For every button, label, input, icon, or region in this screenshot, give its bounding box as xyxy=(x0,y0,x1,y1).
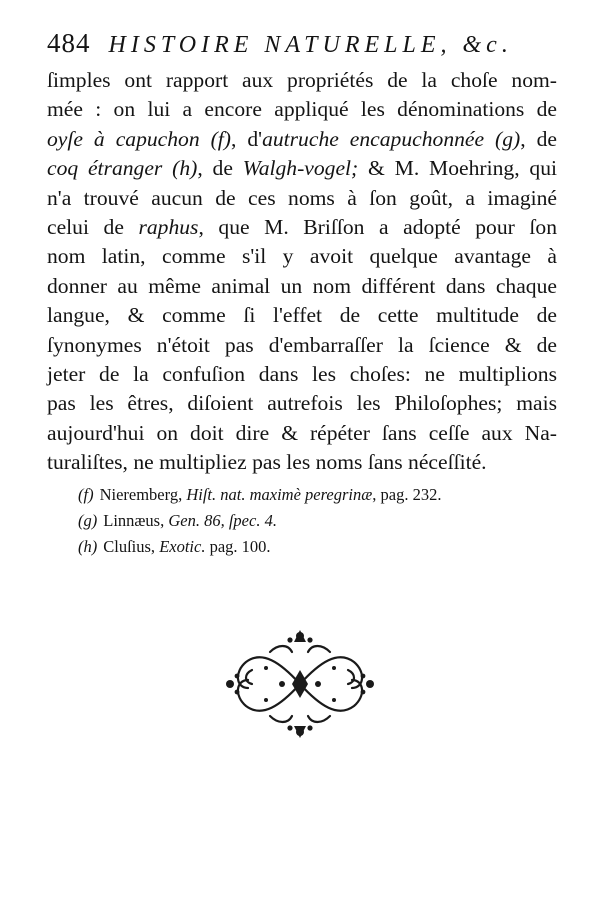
footnote xyxy=(78,508,558,534)
text-line: ſimples ont rapport aux propriétés de la choſe nom- xyxy=(47,68,557,92)
footnotes xyxy=(78,482,558,560)
text-line: mée : on lui a encore appliqué les dénominations de xyxy=(47,97,557,122)
text-line xyxy=(47,125,557,154)
fleuron-ornament-icon xyxy=(222,622,378,746)
footnote-mark: (h) xyxy=(78,537,98,556)
text-span: celui de xyxy=(47,214,139,239)
page-number: 484 xyxy=(47,28,91,58)
text-line: langue, & comme ſi l'effet de cette multitude de xyxy=(47,303,557,328)
text-span: , de xyxy=(520,126,557,151)
footnote xyxy=(78,482,558,508)
page-header xyxy=(47,28,567,68)
italic-term: oyſe à capuchon (f) xyxy=(47,126,231,151)
body-text xyxy=(47,66,557,477)
text-line: pas les êtres, diſoient autrefois les Philoſophes; mais xyxy=(47,391,557,416)
text-line: donner au même animal un nom différent dans chaque xyxy=(47,273,557,298)
footnote-author: Nieremberg, xyxy=(99,485,187,504)
text-line xyxy=(47,154,557,183)
footnote-work: Gen. 86, ſpec. 4. xyxy=(168,511,277,530)
footnote-ref: , pag. 232. xyxy=(372,485,442,504)
footnote-author: Linnæus, xyxy=(103,511,169,530)
italic-term: Walgh-vogel; xyxy=(242,156,359,181)
text-line: ſynonymes n'étoit pas d'embarraſſer la ſcience & de xyxy=(47,332,557,357)
text-span: & M. Moehring, qui xyxy=(358,156,557,181)
italic-term: raphus xyxy=(138,214,199,239)
text-line: n'a trouvé aucun de ces noms à ſon goût, a imaginé xyxy=(47,185,557,210)
text-span: , d' xyxy=(231,126,263,151)
footnote-mark: (f) xyxy=(78,485,94,504)
footnote xyxy=(78,534,558,560)
text-line: turaliſtes, ne multipliez pas les noms ſans néceſſité. xyxy=(47,450,487,475)
footnote-work: Hiſt. nat. maximè peregrinæ xyxy=(186,485,373,504)
italic-term: autruche encapuchonnée (g) xyxy=(262,126,521,151)
text-line: aujourd'hui on doit dire & répéter ſans ceſſe aux Na- xyxy=(47,420,557,445)
text-line: nom latin, comme s'il y avoit quelque avantage à xyxy=(47,244,557,269)
footnote-work: Exotic. xyxy=(159,537,206,556)
text-span: , de xyxy=(197,156,243,181)
running-title: HISTOIRE NATURELLE, &c. xyxy=(108,32,513,58)
text-span: , que M. Briſſon a adopté pour ſon xyxy=(198,214,557,239)
footnote-ref: pag. 100. xyxy=(205,537,271,556)
footnote-author: Cluſius, xyxy=(103,537,160,556)
text-line xyxy=(47,213,557,242)
footnote-mark: (g) xyxy=(78,511,98,530)
text-line: jeter de la confuſion dans les choſes: ne multiplions xyxy=(47,361,557,386)
italic-term: coq étranger (h) xyxy=(47,156,198,181)
